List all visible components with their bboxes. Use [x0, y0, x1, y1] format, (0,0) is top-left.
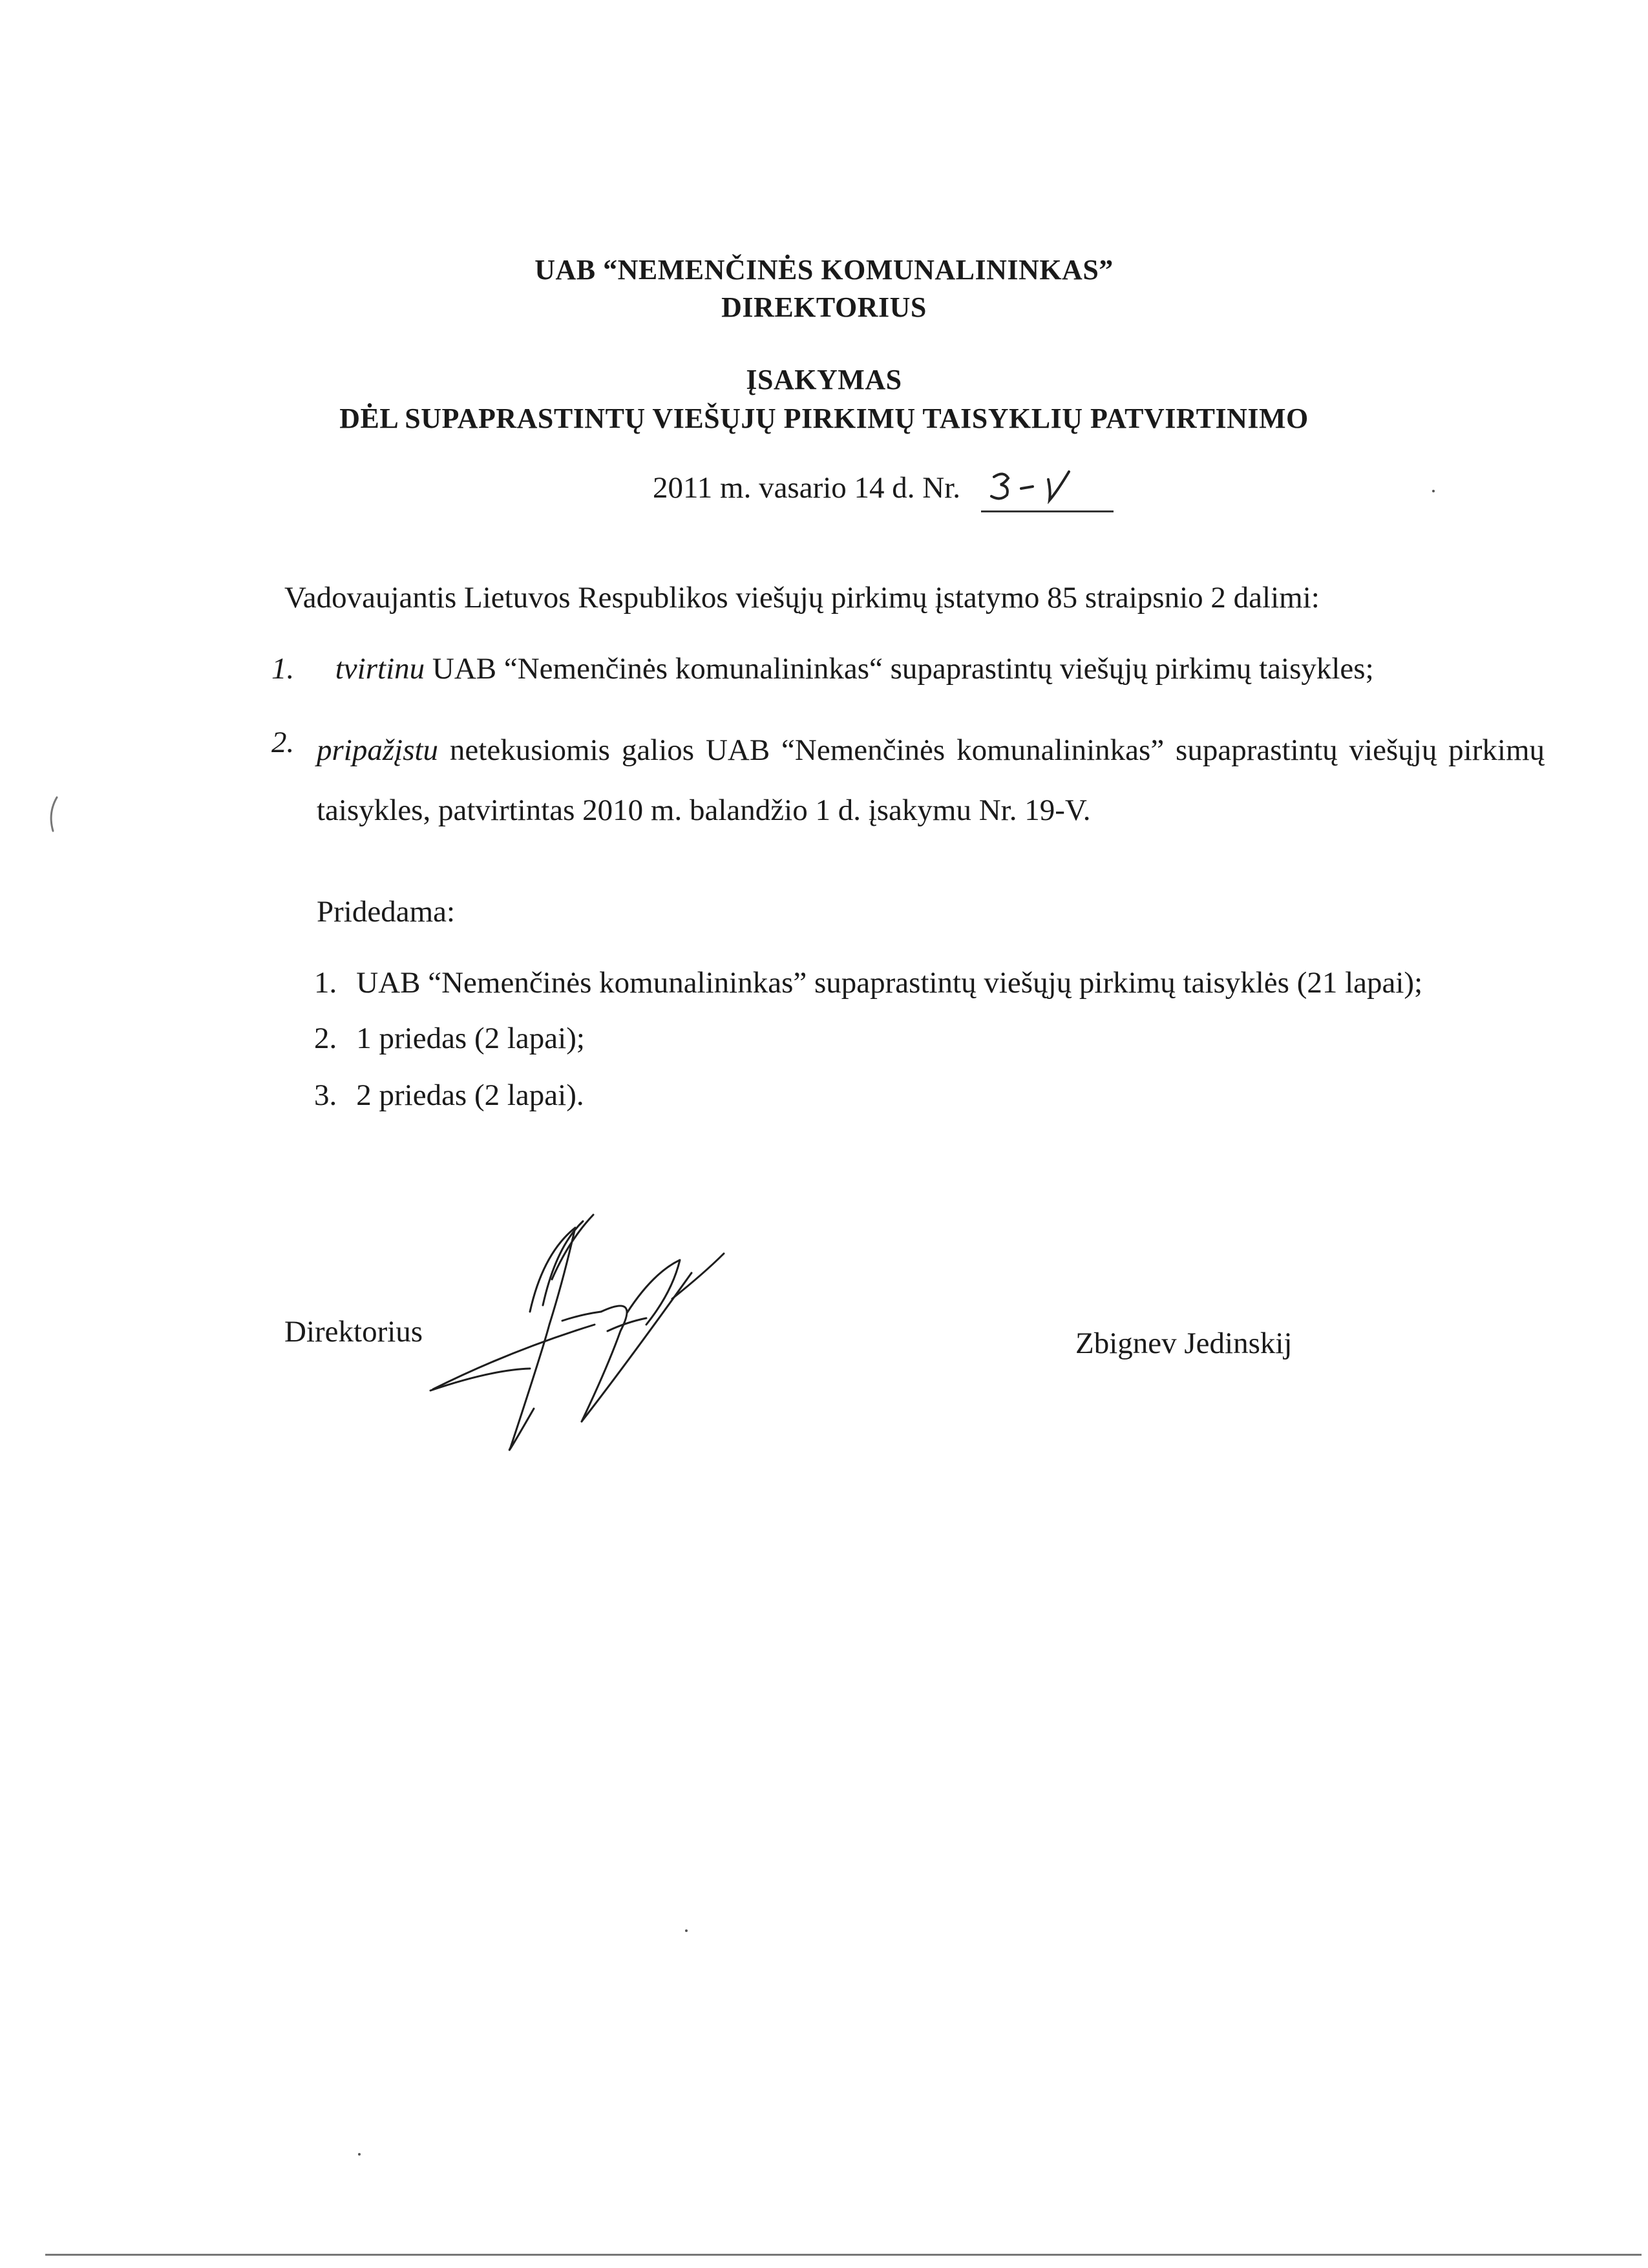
signatory-title: Direktorius — [284, 1315, 423, 1349]
attachment-item — [314, 1021, 585, 1056]
scan-bottom-edge — [45, 2254, 1642, 2256]
attachment-number: 2. — [314, 1022, 337, 1055]
attachment-number: 1. — [314, 966, 337, 1000]
document-subject: DĖL SUPAPRASTINTŲ VIEŠŲJŲ PIRKIMŲ TAISYKLIŲ PATVIRTINIMO — [339, 403, 1309, 434]
order-item-2 — [317, 720, 1545, 841]
attachment-text: 1 priedas (2 lapai); — [356, 1022, 585, 1055]
order-item-1 — [271, 651, 1374, 686]
order-text: UAB “Nemenčinės komunalininkas“ supaprastintų viešųjų pirkimų taisykles; — [432, 652, 1374, 686]
date-line: 2011 m. vasario 14 d. Nr. — [653, 471, 961, 505]
attachment-number: 3. — [314, 1078, 337, 1112]
intro-text: Vadovaujantis Lietuvos Respublikos viešųjų pirkimų įstatymo 85 straipsnio 2 dalimi: — [284, 581, 1320, 614]
document-type: ĮSAKYMAS — [746, 364, 902, 395]
scan-speck — [685, 1929, 688, 1932]
attachment-text: UAB “Nemenčinės komunalininkas” supaprastintų viešųjų pirkimų taisyklės (21 lapai); — [356, 966, 1423, 1000]
handwritten-signature — [414, 1176, 827, 1486]
order-number-2 — [271, 725, 294, 760]
order-number: 1. — [271, 652, 295, 686]
scan-speck — [358, 2153, 361, 2156]
order-text: netekusiomis galios UAB “Nemenčinės komunalininkas” supaprastintų viešųjų pirkimų taisykles, patvirtintas 2010 m. balandžio 1 d. įsakymu Nr. 19-V. — [317, 733, 1545, 827]
order-number-underline — [981, 510, 1114, 512]
attachment-text: 2 priedas (2 lapai). — [356, 1078, 584, 1112]
company-name: UAB “NEMENČINĖS KOMUNALININKAS” — [534, 254, 1114, 286]
attachments-heading: Pridedama: — [317, 895, 456, 929]
attachment-item — [314, 1078, 584, 1113]
margin-mark — [39, 795, 65, 834]
signatory-name: Zbignev Jedinskij — [1075, 1327, 1293, 1360]
handwritten-order-number — [981, 465, 1110, 504]
scan-speck — [1432, 490, 1435, 492]
order-verb: pripažįstu — [317, 733, 439, 767]
position-title: DIREKTORIUS — [721, 291, 927, 323]
order-verb: tvirtinu — [335, 652, 425, 686]
order-number: 2. — [271, 726, 295, 759]
attachment-item — [314, 965, 1422, 1000]
